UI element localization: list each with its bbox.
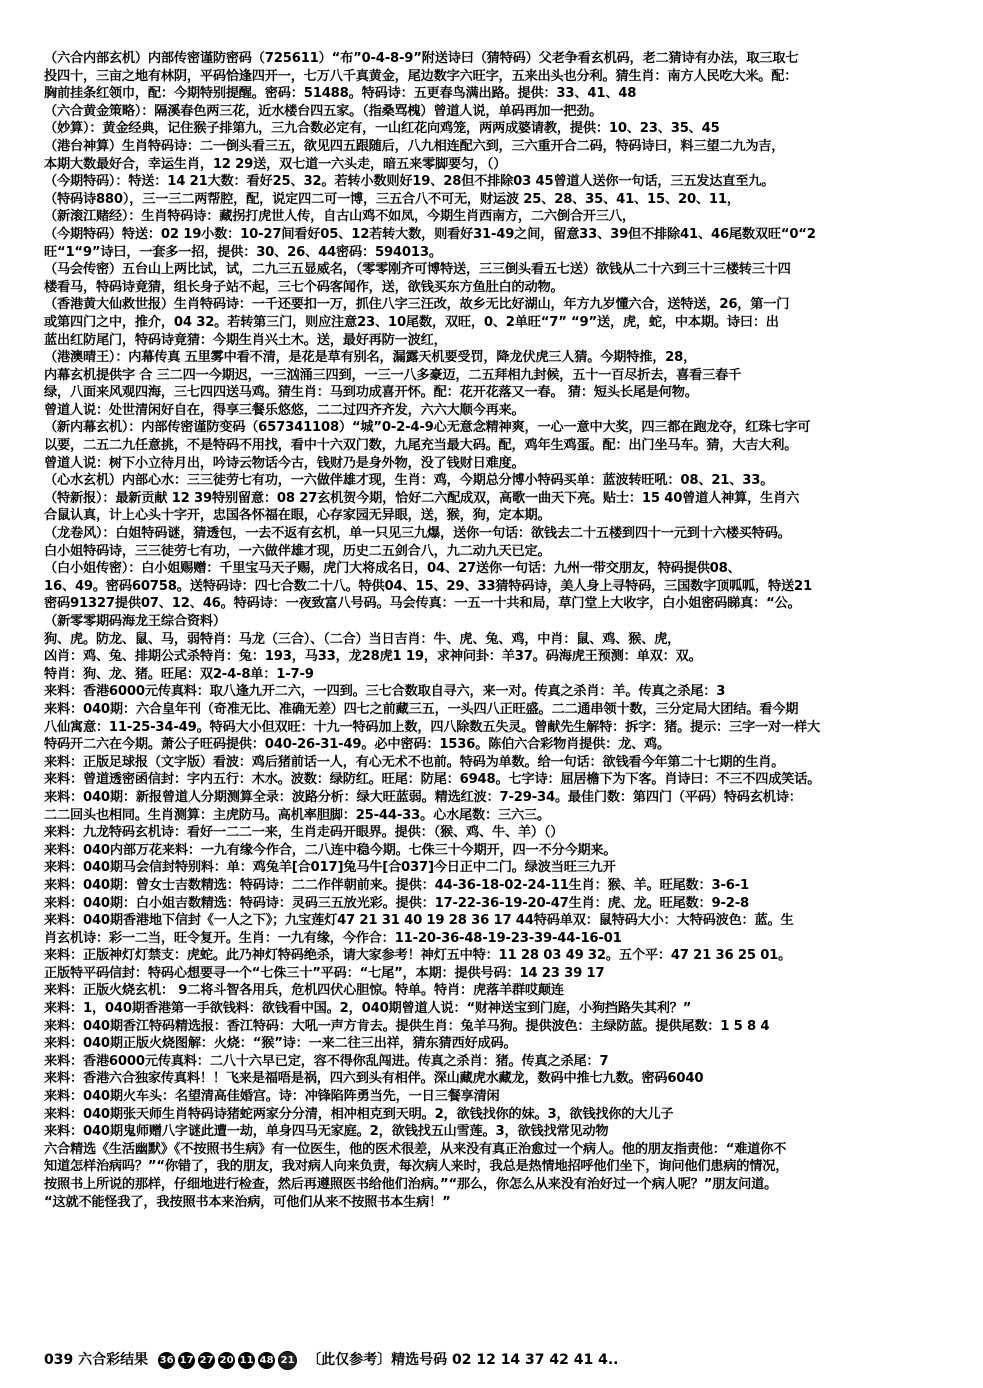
result-label: 039 六合彩结果 <box>44 1352 149 1368</box>
text-line: 合鼠认真，计上心头十字开，忠国各怀福在眼，心存家园无异眼，送，猴，狗，定本期。 <box>44 508 551 524</box>
text-line: （龙卷风）：白姐特码谜，猜透包，一去不返有玄机，单一只见三九爆，送你一句话：欲钱去二十五楼到四十一元到十六楼买特码。 <box>44 526 791 542</box>
document-lines <box>44 50 976 1211</box>
text-line: 曾道人说：树下小立待月出，吟诗云物话今古，钱财乃是身外物，没了钱财日难度。 <box>44 455 525 471</box>
result-note: 〔此仅参考〕精选号码 02 12 14 37 42 41 4.. <box>307 1352 619 1368</box>
result-ball: 11 <box>238 1352 255 1369</box>
text-line: 来料：040期鬼师赠八字谜此遭一劫，单身四马无家庭。2，欲钱找五山雪莲。3，欲钱找常见动物 <box>44 1124 609 1140</box>
result-footer <box>44 1348 976 1372</box>
text-line: （港澳晴王）：内幕传真 五里雾中看不清，是花是草有别名，漏露天机要受罚，降龙伏虎三人猜。今期特推，28， <box>44 350 697 366</box>
text-line: 来料：正版火烧玄机： 9二将斗智各用兵，危机四伏心胆惊。特单。特肖：虎落羊群哎颠连 <box>44 983 564 999</box>
text-line: （马会传密）五台山上两比试，试，二九三五显威名，（零零刚齐可博特送，三三倒头看五七送）欲钱从二十六到三十三楼转三十四 <box>44 262 791 278</box>
text-line: 来料：040期正版火烧图解：火烧：“猴”诗：一来二往三出祥，猜东猜西好成码。 <box>44 1036 517 1052</box>
text-line: 胸前挂条红领巾，配：今期特别提醒。密码：51488。特码诗：五更春鸟满出路。提供：33、41、48 <box>44 86 637 102</box>
text-line: 蓝出红防尾门，特码诗竟猜：今期生肖兴土木。送，最好再防一波红， <box>44 332 447 348</box>
text-line: （妙算）：黄金经典，记住猴子排第九，三九合数必定有，一山红花向鸡笼，两两成婆请教，提供：10、23、35、45 <box>44 121 720 137</box>
result-ball: 48 <box>258 1352 275 1369</box>
text-line: 来料：040期：曾女士吉数精选：特码诗：二二作伴朝前来。提供：44-36-18-02-24-11生肖：猴、羊。旺尾数：3-6-1 <box>44 877 749 893</box>
text-line: 内幕玄机提供字 合 三二四一今期迟，一三汹涌三四到，一三一八多豪迈，二五拜相九封候，五十一百尽折去，喜看三春千 <box>44 367 742 383</box>
result-ball: 20 <box>218 1352 235 1369</box>
result-balls <box>158 1351 297 1370</box>
text-line: 楼看马，特码诗竟猜，组长身子站不起，三七个码客闻作，送，欲钱买东方鱼肚白的动物。 <box>44 279 564 295</box>
text-line: （白小姐传密）：白小姐赐赠：千里宝马天子赐，虎门大将成名日，04、27送你一句话：九州一带交朋友，特码提供08、 <box>44 561 741 577</box>
text-line: 八仙寓意：11-25-34-49。特码大小但双旺：十九一特码加上数，四八除数五失灵。曾献先生解特：拆字：猪。提示：三字一对一样大 <box>44 719 820 735</box>
text-line: 正版特平码信封：特码心想要寻一个“七侏三十”平码：“七尾”，本期：提供号码：14 23 39 17 <box>44 965 605 981</box>
text-line: 16、49。密码60758。送特码诗：四七合数二十八。特供04、15、29、33猜特码诗，美人身上寻特码，三国数字顶呱呱，特送21 <box>44 578 812 594</box>
text-line: 投四十，三亩之地有林阴，平码恰逢四开一，七万八千真黄金，尾边数字六旺字，五来出头也分利。猜生肖：南方人民吃大米。配： <box>44 68 798 84</box>
text-line: 按照书上所说的那样，仔细地进行检查，然后再遵照医书给他们治病。”“那么，你怎么从来没有治好过一个病人呢？”朋友问道。 <box>44 1177 778 1192</box>
text-line: 来料：040期香港地下信封《一人之下》；九宝莲灯47 21 31 40 19 28 36 17 44特码单双：鼠特码大小：大特码波色：蓝。生 <box>44 913 794 929</box>
text-line: 来料：040期：新报曾道人分期测算全录：波路分析：绿大旺蓝弱。精选红波：7-29-34。最佳门数：第四门（平码）特码玄机诗： <box>44 789 802 805</box>
text-line: 来料：040期火车头：名望清高佳婚宫。诗：冲锋陷阵勇当先，一日三餐享清闲 <box>44 1089 500 1105</box>
text-line: 白小姐特码诗，三三徒劳七有功，一六做伴雄才现，历史二五剑合八，九二动九天已定。 <box>44 543 551 559</box>
text-line: 来料：040期张天师生肖特码诗猪蛇两家分分清，相冲相克到天明。2，欲钱找你的妹。3，欲钱找你的大儿子 <box>44 1106 674 1122</box>
text-line: “这就不能怪我了，我按照书本来治病，可他们从来不按照书本生病！” <box>44 1194 451 1210</box>
text-line: 以要，二五二九任意挑，不是特码不用找，看中十六双门数，九尾充当最大码。配，鸡年生鸡蛋。配：出门坐马车。猜，大吉大利。 <box>44 438 798 454</box>
text-line: 凶肖：鸡、兔、排期公式杀特肖：兔：193，马33，龙28虎1 19，求神问卦：羊37。码海虎王预测：单双：双。 <box>44 649 702 665</box>
text-line: 来料：正版神灯灯禁支：虎蛇。此乃神灯特码绝杀，请大家参考！神灯五中特：11 28 03 49 32。五个平：47 21 36 25 01。 <box>44 948 792 964</box>
text-line: （新内幕玄机）：内部传密谨防变码（657341108）“城”0-2-4-9心无意念精神爽，一心一意中大奖，四三都在跑龙夺，红珠七字可 <box>44 420 811 436</box>
text-line: 来料：九龙特码玄机诗：看好一二二一来，生肖走码开眼界。提供：（猴、鸡、牛、羊）（） <box>44 825 564 841</box>
text-line: 肖玄机诗：彩一二当，旺令复开。生肖：一九有缘，今作合：11-20-36-48-19-23-39-44-16-01 <box>44 930 622 946</box>
text-line: 密码91327提供07、12、46。特码诗：一夜致富八号码。马会传真：一五一十共和局，草门堂上大收字，白小姐密码睇真：“公。 <box>44 596 801 612</box>
text-line: 来料：040期香江特码精选报：香江特码：大吼一声方肯去。提供生肖：兔羊马狗。提供波色：主绿防蓝。提供尾数：1 5 8 4 <box>44 1018 770 1034</box>
text-line: （新滚江赌经）：生肖特码诗：藏拐打虎世人传，自古山鸡不如凤，今期生肖西南方，二六倒合开三八， <box>44 209 635 225</box>
text-line: 特肖：狗、龙、猪。旺尾：双2-4-8单：1-7-9 <box>44 666 314 682</box>
text-line: 六合精选《生活幽默》《不按照书生病》有一位医生，他的医术很差，从来没有真正治愈过一个病人。他的朋友指责他：“难道你不 <box>44 1141 787 1157</box>
text-line: 来料：040期：白小姐吉数精选：特码诗：灵码三五放光彩。提供：17-22-36-19-20-47生肖：虎、龙。旺尾数：9-2-8 <box>44 895 749 911</box>
text-line: 来料：040内部万花来料：一九有缘今作合，二八连中稳今期。七侏三十今期开，四一不分今期来。 <box>44 842 617 858</box>
text-line: 来料：040期马会信封特别料：单：鸡兔羊[合017]兔马牛[合037]今日正中二门。绿波当旺三九开 <box>44 860 616 876</box>
text-line: （特新报）：最新贡献 12 39特别留意：08 27玄机贺今期，恰好二六配成双，高歌一曲天下亮。贴士：15 40曾道人神算，生肖六 <box>44 490 800 506</box>
text-line: 本期大数最好合，幸运生肖，12 29送，双七道一六头走，暗五来零脚要匀，（） <box>44 156 507 172</box>
text-line: 来料：正版足球报（文字版）看波：鸡后猪前话一人，有心无术不也前。特码为单数。给一句话：欲钱看今年第二十七期的生肖。 <box>44 754 785 770</box>
text-line: 二二回头也相同。生肖测算：主虎防马。高机率胆脚：25-44-33。心水尾数：三六三。 <box>44 807 550 823</box>
text-line: 曾道人说：处世清闲好自在，得享三餐乐悠悠，二二过四齐齐发，六六大顺今再来。 <box>44 402 525 418</box>
text-line: 来料：040期：六合皇年刊（奇准无比、准确无差）四七之前藏三五，一头四八正旺盛。二二通串领十数，三分定局大团结。看今期 <box>44 701 799 717</box>
text-line: 来料：香港6000元传真料：二八十六早已定，容不得你乱闯进。传真之杀肖：猪。传真之杀尾：7 <box>44 1053 609 1069</box>
text-line: 或第四门之中，推介，04 32。若转第三门，则应注意23、10尾数，双旺，0、2单旺“7” “9”送，虎，蛇，中本期。诗曰：出 <box>44 314 779 330</box>
text-line: 来料：曾道透密函信封：字内五行：木水。波数：绿防红。旺尾：防尾：6948。七字诗：屈居檐下为下客。肖诗曰：不三不四成笑话。 <box>44 772 821 788</box>
text-line: （今期特码）特送：02 19小数：10-27间看好05、12若转大数，则看好31-49之间，留意33、39但不排除41、46尾数双旺“0“2 <box>44 226 816 242</box>
text-line: 来料：香港六合独家传真料！！飞来是福唔是祸，四六到头有相伴。深山藏虎水藏龙，数码中推七九数。密码6040 <box>44 1071 704 1087</box>
text-line: 绿，八面来风观四海，三七四四送马鸡。猜生肖：马到功成喜开怀。配：花开花落又一春。 猜：短头长尾是何物。 <box>44 385 698 401</box>
text-line: （特码诗880），三一三二两帮腔，配，说定四二可一博，三五合八不可无，财运波 25、28、35、41、15、20、11， <box>44 191 740 207</box>
text-line: （港台神算）生肖特码诗：二一倒头看三五，欲见四五跟随后，八九相连配六到，三六重开合二码，特码诗曰，料三望二九为吉， <box>44 138 785 154</box>
text-line: （六合内部玄机）内部传密谨防密码（725611）“布”0-4-8-9”附送诗曰（猜特码）父老争看玄机码，老二猜诗有办法，取三取七 <box>44 51 799 66</box>
text-line: 来料：香港6000元传真料：取八逢九开二六，一四到。三七合数取自寻六，来一对。传真之杀肖：羊。传真之杀尾：3 <box>44 684 726 700</box>
text-line: 旺“1“9”诗曰，一套多一招，提供：30、26、44密码：594013。 <box>44 244 442 260</box>
result-ball: 27 <box>198 1352 215 1369</box>
result-ball: 36 <box>158 1352 175 1369</box>
text-line: （六合黄金策略）：隔溪春色两三花，近水楼台四五家。（指桑骂槐）曾道人说，单码再加一把劲。 <box>44 103 603 119</box>
result-ball: 17 <box>178 1352 195 1369</box>
text-line: （今期特码）：特送：14 21大数：看好25、32。若转小数则好19、28但不排除03 45曾道人送你一句话，三五发达直至九。 <box>44 174 775 190</box>
text-line: （新零零期码海龙王综合资料） <box>44 614 226 629</box>
result-ball: 21 <box>278 1351 297 1370</box>
text-line: 特码开二六在今期。萧公子旺码提供：040-26-31-49。必中密码：1536。陈伯六合彩物肖提供：龙、鸡。 <box>44 737 671 753</box>
text-line: （心水玄机）内部心水：三三徒劳七有功，一六做伴雄才现，生肖：鸡，今期总分博小特码买单：蓝波转旺吼：08、21、33。 <box>44 473 774 489</box>
text-line: 狗、虎。防龙、鼠、马，弱特肖：马龙（三合）、（二合）当日吉肖：牛、虎、兔、鸡，中肖：鼠、鸡、猴、虎， <box>44 631 681 647</box>
text-line: 知道怎样治病吗？”“你错了，我的朋友，我对病人向来负责，每次病人来时，我总是热情地招呼他们坐下，询问他们患病的情况， <box>44 1159 789 1175</box>
text-line: （香港黄大仙救世报）生肖特码诗：一千还要扣一万，抓住八字三汪改，故乡无比好湖山，年方九岁懂六合，送特送，26，第一门 <box>44 297 790 313</box>
text-line: 来料：1，040期香港第一手欲钱料：欲钱看中国。2，040期曾道人说：“财神送宝到门庭，小狗挡路失其利？” <box>44 1001 692 1017</box>
document-page <box>44 50 976 1350</box>
